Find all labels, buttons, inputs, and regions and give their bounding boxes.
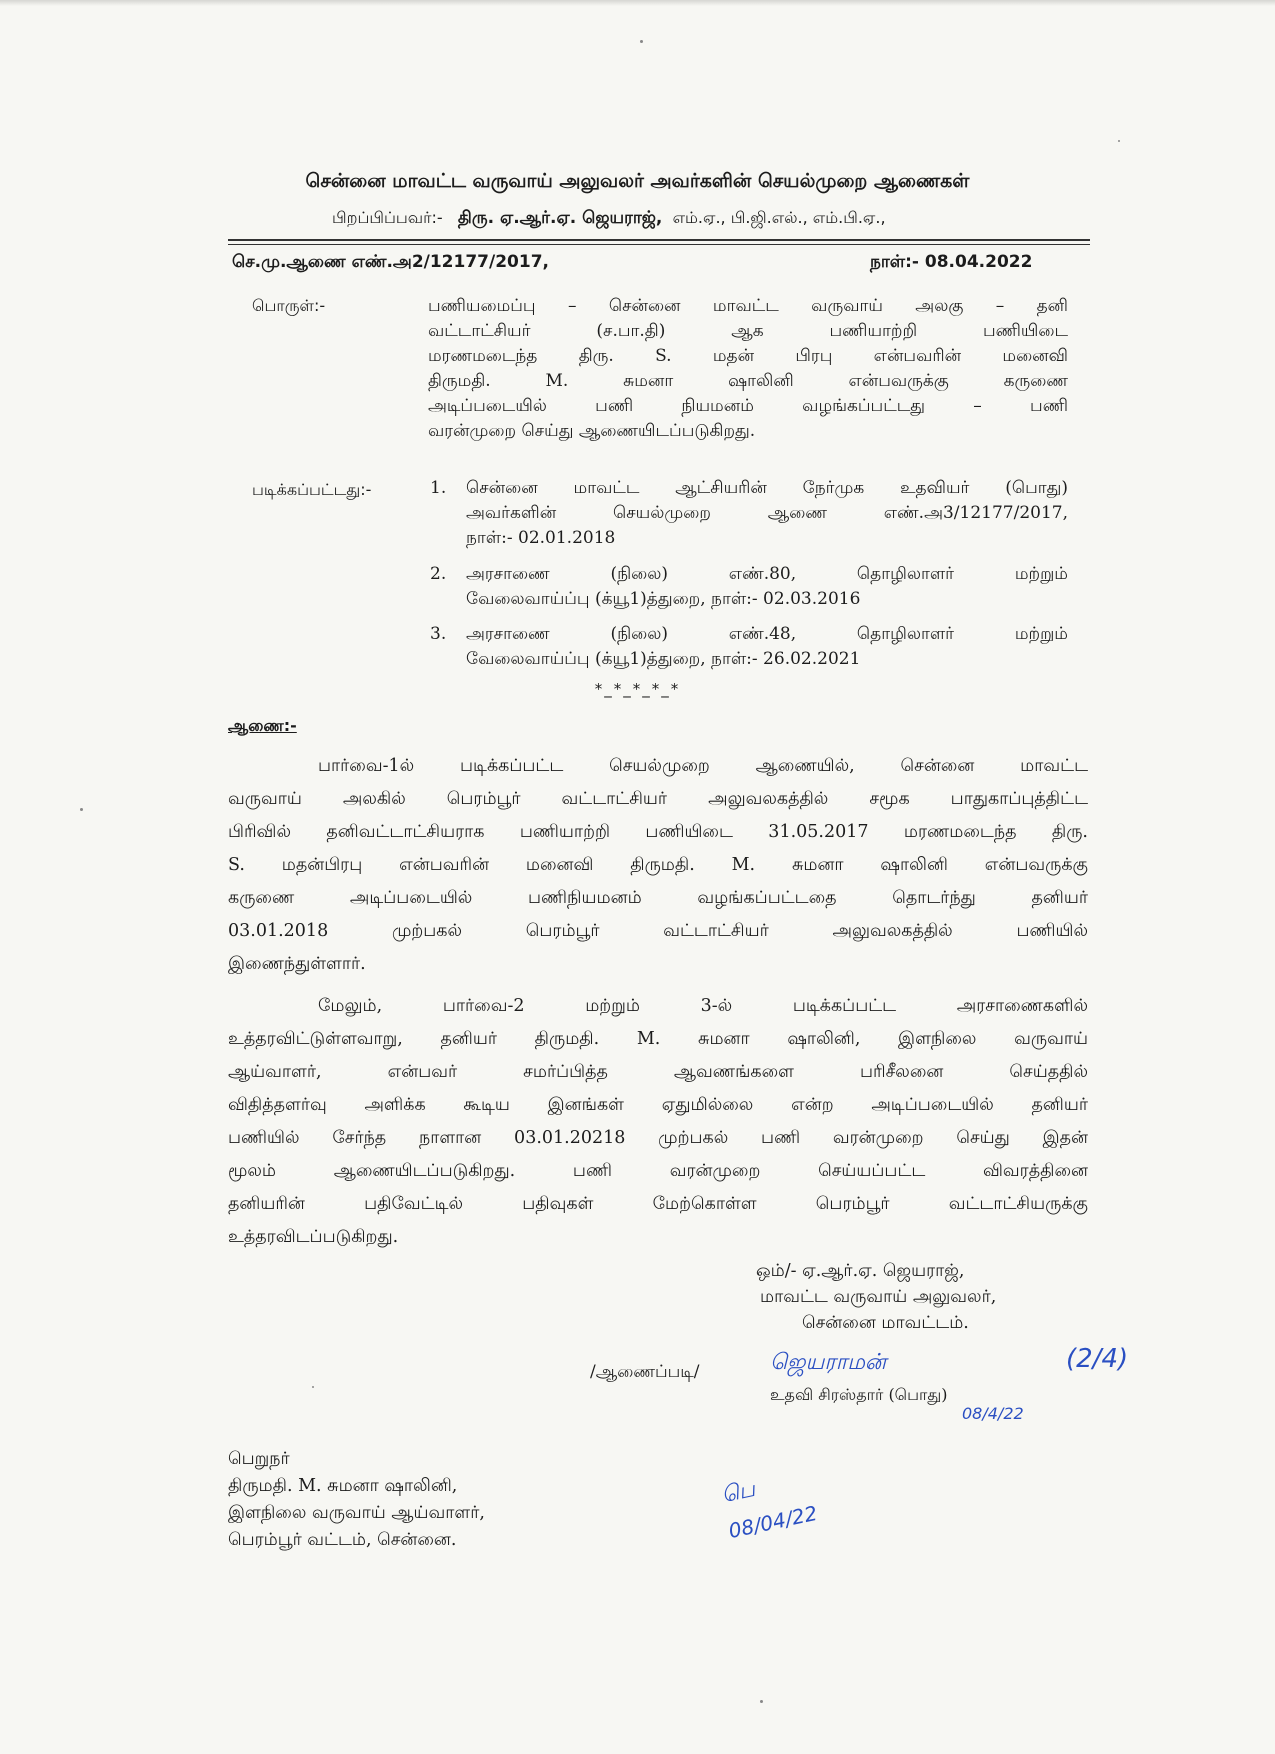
subject-text [428, 294, 1068, 444]
paragraph-line: பிரிவில் தனிவட்டாட்சியராக பணியாற்றி பணியிடை 31.05.2017 மரணமடைந்த திரு. [228, 822, 1088, 842]
subject-line: அடிப்படையில் பணி நியமனம் வழங்கப்பட்டது – பணி [428, 396, 1068, 416]
recipient-line: திருமதி. M. சுமனா ஷாலினி, [228, 1476, 458, 1496]
scan-speck [1118, 140, 1120, 142]
by-order-label: /ஆணைப்படி/ [590, 1362, 700, 1382]
signature-line-3: சென்னை மாவட்டம். [802, 1313, 969, 1333]
scan-speck [312, 1386, 314, 1388]
paragraph-line: மேலும், பார்வை-2 மற்றும் 3-ல் படிக்கப்பட்ட அரசாணைகளில் [318, 996, 1088, 1016]
reference-item-1 [466, 476, 1068, 551]
reference-number-3: 3. [430, 624, 447, 644]
order-date: நாள்:- 08.04.2022 [870, 252, 1033, 272]
subject-line: வட்டாட்சியர் (ச.பா.தி) ஆக பணியாற்றி பணியிடை [428, 321, 1068, 341]
issuer-line [332, 208, 886, 230]
paragraph-line: உத்தரவிட்டுள்ளவாறு, தனியர் திருமதி. M. சுமனா ஷாலினி, இளநிலை வருவாய் [228, 1029, 1088, 1049]
scan-speck [80, 808, 83, 811]
references-label: படிக்கப்பட்டது:- [252, 480, 372, 499]
attest-signature: ஜெயராமன் [770, 1350, 887, 1375]
received-mark: பெ [719, 1476, 758, 1509]
reference-line: அவர்களின் செயல்முறை ஆணை எண்.அ3/12177/2017, [466, 503, 1068, 523]
reference-line: அரசாணை (நிலை) எண்.48, தொழிலாளர் மற்றும் [466, 624, 1068, 644]
issuer-qualifications: எம்.ஏ., பி.ஜி.எல்., எம்.பி.ஏ., [672, 208, 886, 227]
recipient-label: பெறுநர் [228, 1449, 290, 1469]
paragraph-line: பார்வை-1ல் படிக்கப்பட்ட செயல்முறை ஆணையில், சென்னை மாவட்ட [318, 756, 1088, 776]
order-paragraph-1 [228, 750, 1088, 981]
signature-line-1: ஒம்/- ஏ.ஆர்.ஏ. ஜெயராஜ், [756, 1261, 965, 1281]
paragraph-line: தனியரின் பதிவேட்டில் பதிவுகள் மேற்கொள்ள பெரம்பூர் வட்டாட்சியருக்கு [228, 1194, 1088, 1214]
attest-date: 08/4/22 [962, 1404, 1024, 1423]
recipient-line: இளநிலை வருவாய் ஆய்வாளர், [228, 1503, 485, 1523]
reference-line: நாள்:- 02.01.2018 [466, 528, 616, 548]
paragraph-line: மூலம் ஆணையிடப்படுகிறது. பணி வரன்முறை செய்யப்பட்ட விவரத்தினை [228, 1161, 1088, 1181]
reference-line: சென்னை மாவட்ட ஆட்சியரின் நேர்முக உதவியர் (பொது) [466, 478, 1068, 498]
paragraph-line: பணியில் சேர்ந்த நாளான 03.01.20218 முற்பகல் பணி வரன்முறை செய்து இதன் [228, 1128, 1088, 1148]
subject-line: பணியமைப்பு – சென்னை மாவட்ட வருவாய் அலகு – தனி [428, 296, 1068, 316]
paragraph-line: வருவாய் அலகில் பெரம்பூர் வட்டாட்சியர் அலுவலகத்தில் சமூக பாதுகாப்புத்திட்ட [228, 789, 1088, 809]
paragraph-line: 03.01.2018 முற்பகல் பெரம்பூர் வட்டாட்சியர் அலுவலகத்தில் பணியில் [228, 921, 1088, 941]
subject-line: மரணமடைந்த திரு. S. மதன் பிரபு என்பவரின் மனைவி [428, 346, 1068, 366]
reference-item-3 [466, 622, 1068, 672]
subject-label: பொருள்:- [252, 296, 326, 315]
attest-title: உதவி சிரஸ்தார் (பொது) [770, 1385, 948, 1404]
recipient-block [228, 1446, 485, 1554]
header-rule [228, 239, 1090, 241]
document-title: சென்னை மாவட்ட வருவாய் அலுவலர் அவர்களின் செயல்முறை ஆணைகள் [305, 170, 970, 192]
reference-line: அரசாணை (நிலை) எண்.80, தொழிலாளர் மற்றும் [466, 564, 1068, 584]
paragraph-line: விதித்தளர்வு அளிக்க கூடிய இனங்கள் ஏதுமில்லை என்ற அடிப்படையில் தனியர் [228, 1095, 1088, 1115]
reference-line: வேலைவாய்ப்பு (க்யூ1)த்துறை, நாள்:- 02.03.2016 [466, 589, 861, 609]
issuer-label: பிறப்பிப்பவர்:- [332, 208, 443, 227]
reference-item-2 [466, 562, 1068, 612]
order-heading: ஆணை:- [228, 716, 297, 735]
reference-number-2: 2. [430, 564, 447, 584]
subject-line: திருமதி. M. சுமனா ஷாலினி என்பவருக்கு கருணை [428, 371, 1068, 391]
reference-number: செ.மு.ஆணை எண்.அ2/12177/2017, [232, 252, 549, 272]
reference-line: வேலைவாய்ப்பு (க்யூ1)த்துறை, நாள்:- 26.02.2021 [466, 649, 861, 669]
scan-edge [0, 0, 1275, 6]
paragraph-line: உத்தரவிடப்படுகிறது. [228, 1227, 399, 1247]
subject-line: வரன்முறை செய்து ஆணையிடப்படுகிறது. [428, 421, 756, 441]
signature-line-2: மாவட்ட வருவாய் அலுவலர், [760, 1287, 997, 1307]
scan-speck [760, 1700, 763, 1703]
section-separator: *_*_*_*_* [594, 680, 681, 698]
header-rule-thin [228, 244, 1090, 245]
received-date: 08/04/22 [726, 1500, 820, 1544]
paragraph-line: ஆய்வாளர், என்பவர் சமர்ப்பித்த ஆவணங்களை பரிசீலனை செய்ததில் [228, 1062, 1088, 1082]
paragraph-line: கருணை அடிப்படையில் பணிநியமனம் வழங்கப்பட்டதை தொடர்ந்து தனியர் [228, 888, 1088, 908]
order-paragraph-2 [228, 990, 1088, 1254]
paragraph-line: இணைந்துள்ளார். [228, 954, 366, 974]
recipient-line: பெரம்பூர் வட்டம், சென்னை. [228, 1530, 457, 1550]
reference-number-1: 1. [430, 478, 447, 498]
paragraph-line: S. மதன்பிரபு என்பவரின் மனைவி திருமதி. M. சுமனா ஷாலினி என்பவருக்கு [228, 855, 1088, 875]
attest-mark: (2/4) [1066, 1344, 1129, 1374]
scan-speck [640, 40, 643, 43]
issuer-name: திரு. ஏ.ஆர்.ஏ. ஜெயராஜ், [457, 208, 663, 228]
